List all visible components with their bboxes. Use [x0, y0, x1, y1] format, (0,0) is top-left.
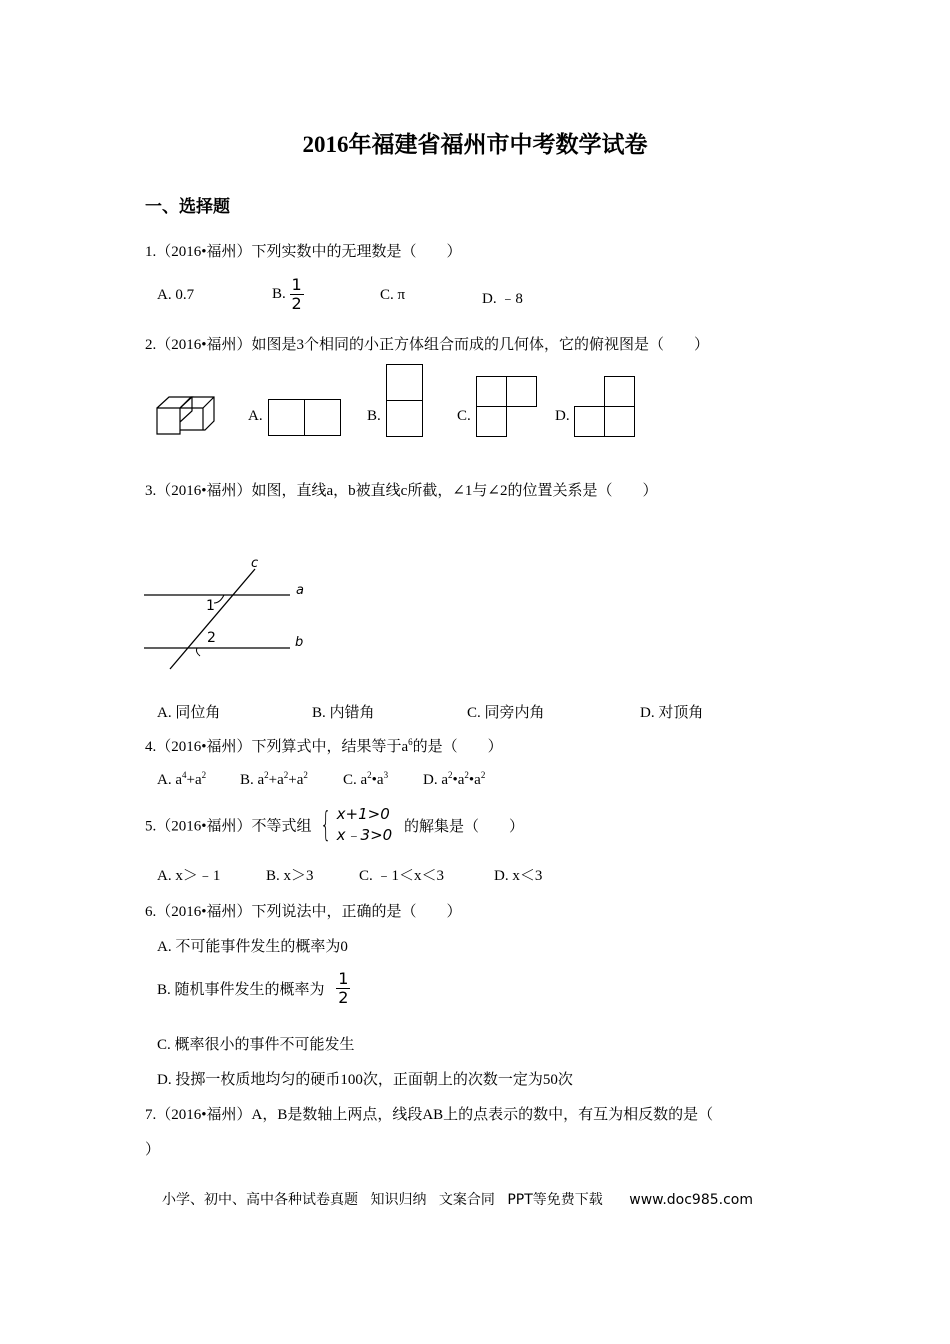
q5-option-d: D. x＜3	[494, 868, 543, 884]
q5-option-c: C. ﹣1＜x＜3	[359, 868, 445, 884]
q3-option-c: C. 同旁内角	[467, 705, 545, 721]
label-line-a: a	[296, 583, 304, 598]
q4-option-b: B. $a^2+a^2+a^2$	[240, 770, 308, 788]
footer-url-link[interactable]: www.doc985.com	[629, 1192, 753, 1208]
label-line-b: b	[295, 635, 304, 650]
q1-option-c: C. π	[380, 287, 406, 303]
parallel-lines-figure	[140, 555, 320, 675]
fraction-one-half: $\frac{1}{2}$	[338, 969, 349, 1007]
page-title: 2016年福建省福州市中考数学试卷	[302, 132, 648, 157]
page-footer	[162, 1189, 761, 1209]
q2-option-d-label: D.	[555, 408, 570, 424]
q2-option-b-label: B.	[367, 408, 381, 424]
footer-text-4: PPT等免费下载	[507, 1192, 603, 1208]
system-brace: {	[320, 805, 332, 845]
q2-option-a-label: A.	[248, 408, 263, 424]
question-7-stem-continued: ）	[145, 1142, 161, 1158]
q2-view-a	[268, 399, 342, 437]
question-3-stem: 3.（2016•福州）如图，直线a，b被直线c所截，∠1与∠2的位置关系是（ ）	[145, 483, 658, 499]
footer-text-2: 知识归纳	[370, 1192, 427, 1208]
question-2-stem: 2.（2016•福州）如图是3个相同的小正方体组合而成的几何体，它的俯视图是（ ）	[145, 337, 710, 353]
question-6-stem: 6.（2016•福州）下列说法中，正确的是（ ）	[145, 904, 462, 920]
q2-view-b	[386, 364, 424, 438]
q6-option-a: A. 不可能事件发生的概率为0	[157, 939, 348, 955]
question-5-stem: 5.（2016•福州）不等式组 { x+1>0 x﹣3>0 的解集是（ ）	[145, 805, 524, 845]
cube-figure	[150, 388, 225, 440]
q3-option-b: B. 内错角	[312, 705, 375, 721]
inequality-system: x+1>0 x﹣3>0	[336, 805, 393, 844]
question-4-stem: 4.（2016•福州）下列算式中，结果等于$a^6$的是（ ）	[145, 737, 503, 755]
q2-view-d	[574, 376, 636, 438]
q3-option-a: A. 同位角	[157, 705, 221, 721]
q6-option-c: C. 概率很小的事件不可能发生	[157, 1037, 355, 1053]
q4-option-c: C. $a^2•a^3$	[343, 770, 389, 788]
q2-option-c-label: C.	[457, 408, 471, 424]
fraction-one-half: $\frac{1}{2}$	[291, 275, 302, 313]
q5-option-a: A. x＞﹣1	[157, 868, 221, 884]
q2-view-c	[476, 376, 538, 438]
q6-option-d: D. 投掷一枚质地均匀的硬币100次，正面朝上的次数一定为50次	[157, 1072, 573, 1088]
footer-text-3: 文案合同	[438, 1192, 495, 1208]
footer-text-1: 小学、初中、高中各种试卷真题	[162, 1192, 358, 1208]
q5-option-b: B. x＞3	[266, 868, 314, 884]
label-angle-1: 1	[206, 598, 215, 614]
q1-option-b: B. $\frac{1}{2}$	[272, 275, 302, 313]
q1-option-a: A. 0.7	[157, 287, 195, 303]
question-7-stem: 7.（2016•福州）A，B是数轴上两点，线段AB上的点表示的数中，有互为相反数的是（	[145, 1107, 714, 1123]
question-1-stem: 1.（2016•福州）下列实数中的无理数是（ ）	[145, 244, 462, 260]
q6-option-b: B. 随机事件发生的概率为 $\frac{1}{2}$	[157, 969, 349, 1007]
q3-option-d: D. 对顶角	[640, 705, 704, 721]
q4-option-a: A. $a^4+a^2$	[157, 770, 207, 788]
q1-option-d: D. ﹣8	[482, 291, 523, 307]
label-line-c: c	[251, 556, 259, 571]
section-heading: 一、选择题	[145, 197, 230, 216]
label-angle-2: 2	[207, 630, 216, 646]
q4-option-d: D. $a^2•a^2•a^2$	[423, 770, 486, 788]
